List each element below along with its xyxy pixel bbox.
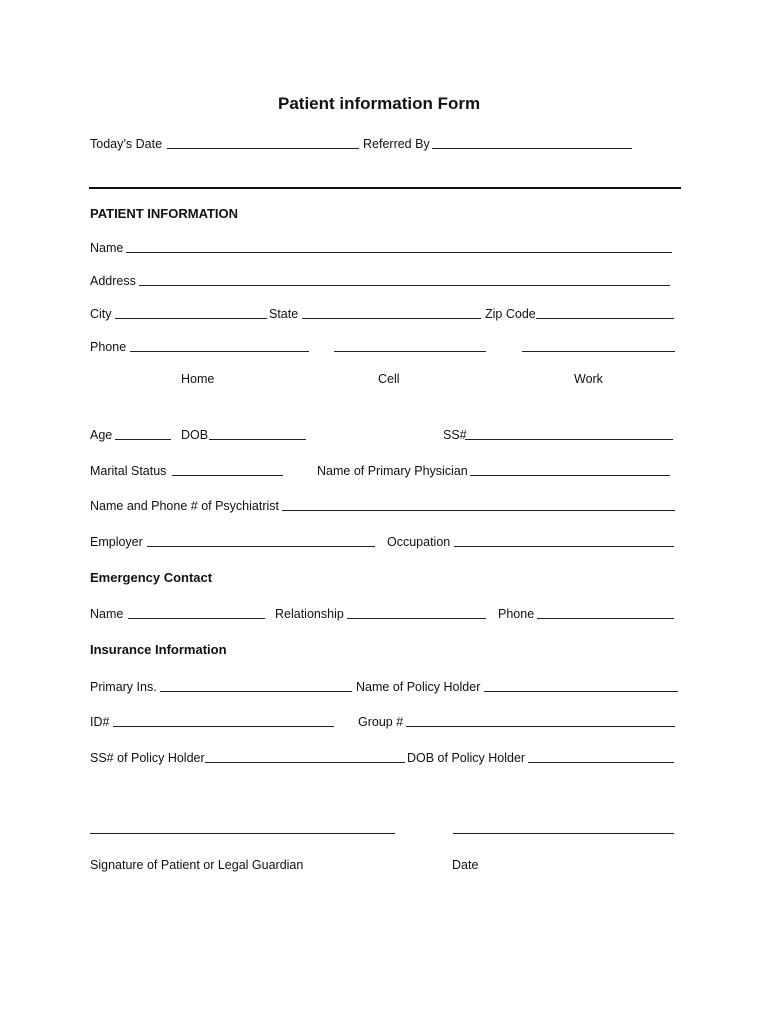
signature-date-label: Date — [452, 858, 479, 872]
zip-code-label: Zip Code — [485, 307, 536, 321]
patient-info-heading: PATIENT INFORMATION — [90, 206, 239, 221]
todays-date-label: Today’s Date — [90, 137, 163, 151]
dob-label: DOB — [181, 428, 209, 442]
emergency-contact-heading: Emergency Contact — [90, 570, 213, 585]
group-label: Group # — [358, 715, 404, 729]
id-label: ID# — [90, 715, 110, 729]
emergency-name-field[interactable] — [128, 618, 265, 619]
primary-ins-label: Primary Ins. — [90, 680, 157, 694]
zip-code-field[interactable] — [536, 318, 674, 319]
home-phone-caption: Home — [181, 372, 215, 386]
cell-phone-caption: Cell — [378, 372, 400, 386]
ss-policy-holder-label: SS# of Policy Holder — [90, 751, 205, 765]
ss-policy-holder-field[interactable] — [205, 762, 405, 763]
age-field[interactable] — [115, 439, 171, 440]
signature-date-field[interactable] — [453, 833, 674, 834]
work-phone-caption: Work — [574, 372, 603, 386]
state-label: State — [269, 307, 299, 321]
ss-field[interactable] — [465, 439, 673, 440]
work-phone-field[interactable] — [522, 351, 675, 352]
referred-by-field[interactable] — [432, 148, 632, 149]
city-field[interactable] — [115, 318, 267, 319]
dob-field[interactable] — [209, 439, 306, 440]
dob-policy-holder-field[interactable] — [528, 762, 674, 763]
employer-label: Employer — [90, 535, 143, 549]
emergency-name-label: Name — [90, 607, 124, 621]
name-field[interactable] — [126, 252, 672, 253]
primary-physician-field[interactable] — [470, 475, 670, 476]
phone-label: Phone — [90, 340, 127, 354]
signature-field[interactable] — [90, 833, 395, 834]
state-field[interactable] — [302, 318, 481, 319]
marital-status-label: Marital Status — [90, 464, 167, 478]
primary-physician-label: Name of Primary Physician — [317, 464, 468, 478]
primary-ins-field[interactable] — [160, 691, 352, 692]
home-phone-field[interactable] — [130, 351, 309, 352]
employer-field[interactable] — [147, 546, 375, 547]
emergency-phone-field[interactable] — [537, 618, 674, 619]
marital-status-field[interactable] — [172, 475, 283, 476]
age-label: Age — [90, 428, 113, 442]
page-title: Patient information Form — [278, 94, 481, 113]
occupation-label: Occupation — [387, 535, 451, 549]
city-label: City — [90, 307, 112, 321]
id-field[interactable] — [113, 726, 334, 727]
address-field[interactable] — [139, 285, 670, 286]
psychiatrist-field[interactable] — [282, 510, 675, 511]
signature-label: Signature of Patient or Legal Guardian — [90, 858, 304, 872]
name-label: Name — [90, 241, 124, 255]
occupation-field[interactable] — [454, 546, 674, 547]
section-divider — [89, 187, 681, 189]
emergency-phone-label: Phone — [498, 607, 535, 621]
todays-date-field[interactable] — [167, 148, 359, 149]
address-label: Address — [90, 274, 136, 288]
psychiatrist-label: Name and Phone # of Psychiatrist — [90, 499, 279, 513]
policy-holder-label: Name of Policy Holder — [356, 680, 481, 694]
referred-by-label: Referred By — [363, 137, 430, 151]
relationship-label: Relationship — [275, 607, 344, 621]
relationship-field[interactable] — [347, 618, 486, 619]
policy-holder-field[interactable] — [484, 691, 678, 692]
ss-label: SS# — [443, 428, 467, 442]
dob-policy-holder-label: DOB of Policy Holder — [407, 751, 526, 765]
insurance-info-heading: Insurance Information — [90, 642, 227, 657]
cell-phone-field[interactable] — [334, 351, 486, 352]
group-field[interactable] — [406, 726, 675, 727]
